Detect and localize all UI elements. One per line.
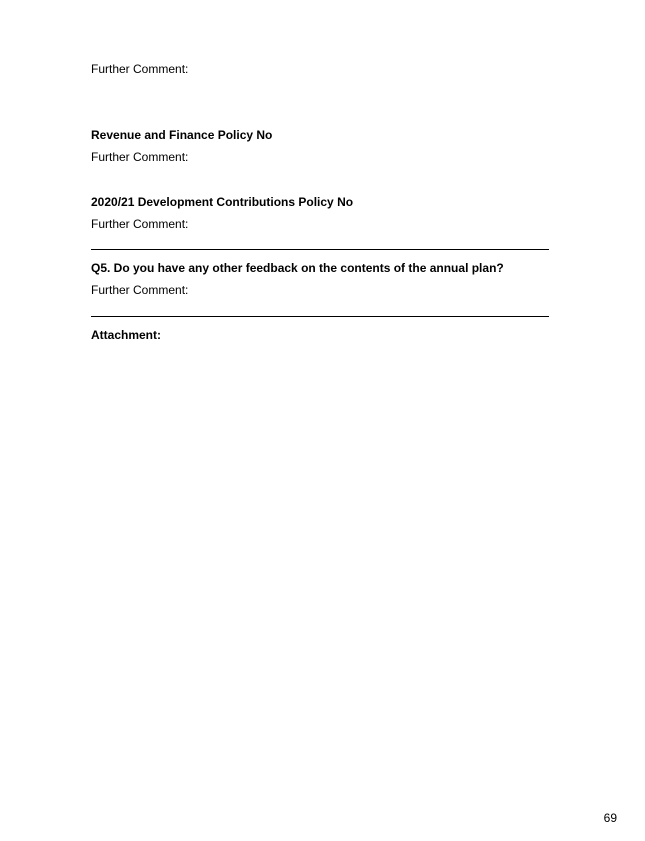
attachment-heading: Attachment: <box>91 328 162 342</box>
section-divider <box>91 316 549 317</box>
page-number: 69 <box>603 811 617 825</box>
further-comment-label: Further Comment: <box>91 62 189 76</box>
development-contributions-policy-heading: 2020/21 Development Contributions Policy No <box>91 195 354 209</box>
further-comment-label: Further Comment: <box>91 217 189 231</box>
further-comment-label: Further Comment: <box>91 150 189 164</box>
section-divider <box>91 249 549 250</box>
q5-question-heading: Q5. Do you have any other feedback on the contents of the annual plan? <box>91 261 504 275</box>
revenue-finance-policy-heading: Revenue and Finance Policy No <box>91 128 273 142</box>
further-comment-label: Further Comment: <box>91 283 189 297</box>
